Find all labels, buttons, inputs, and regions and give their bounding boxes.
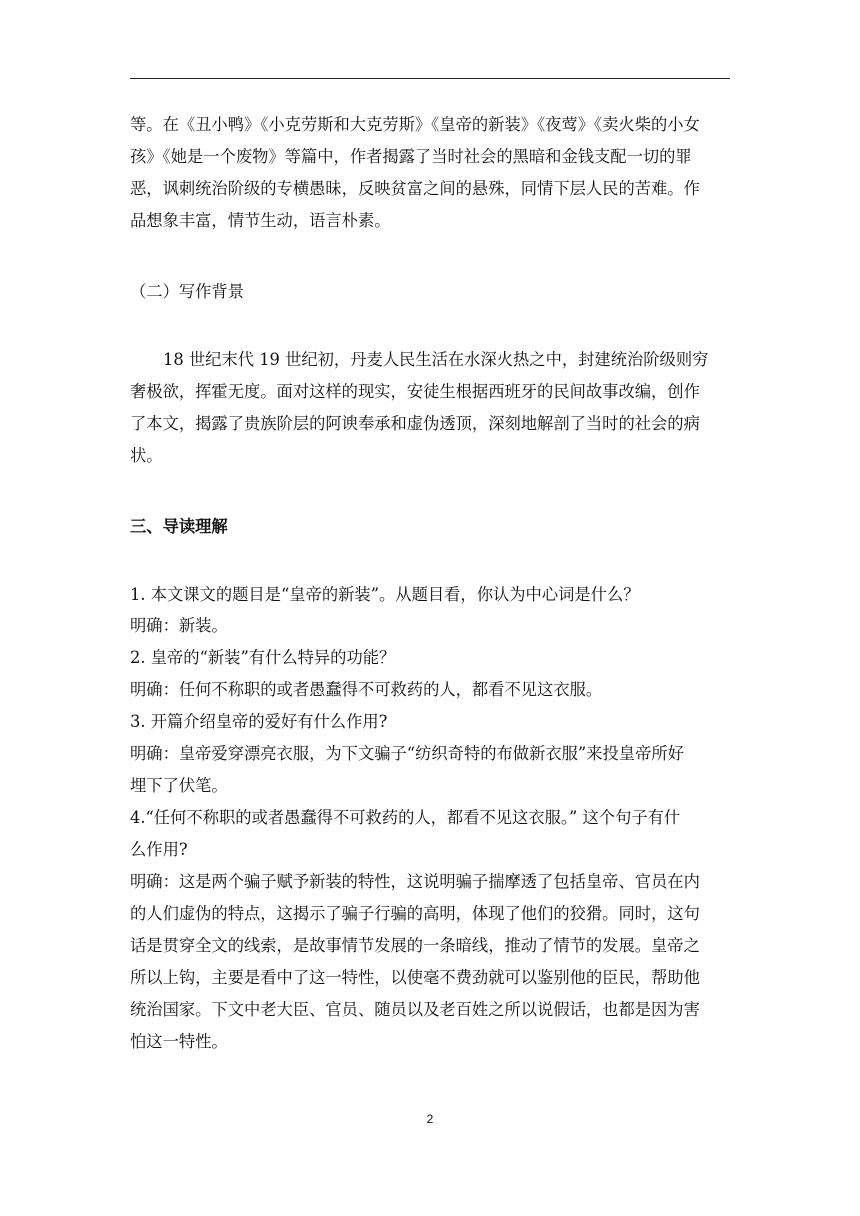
text-line: 等。在《丑小鸭》《小克劳斯和大克劳斯》《皇帝的新装》《夜莺》《卖火柴的小女 (130, 115, 700, 134)
section-heading-background: （二）写作背景 (130, 282, 244, 301)
question-line: 4.“任何不称职的或者愚蠢得不可救药的人，都看不见这衣服。” 这个句子有什 (130, 808, 681, 827)
question-line: 1. 本文课文的题目是“皇帝的新装”。从题目看，你认为中心词是什么？ (130, 585, 640, 604)
text-line: 恶，讽刺统治阶级的专横愚昧，反映贫富之间的悬殊，同情下层人民的苦难。作 (130, 179, 700, 198)
text-line: 品想象丰富，情节生动，语言朴素。 (130, 211, 391, 230)
answer-line: 所以上钩，主要是看中了这一特性，以使毫不费劲就可以鉴别他的臣民，帮助他 (130, 968, 700, 987)
answer-line: 统治国家。下文中老大臣、官员、随员以及老百姓之所以说假话，也都是因为害 (130, 1000, 700, 1019)
text-line: 奢极欲，挥霍无度。面对这样的现实，安徒生根据西班牙的民间故事改编，创作 (130, 382, 700, 401)
text-line: 了本文，揭露了贵族阶层的阿谀奉承和虚伪透顶，深刻地解剖了当时的社会的病 (130, 414, 700, 433)
answer-line: 的人们虚伪的特点，这揭示了骗子行骗的高明，体现了他们的狡猾。同时，这句 (130, 904, 700, 923)
answer-line: 明确：皇帝爱穿漂亮衣服，为下文骗子“纺织奇特的布做新衣服”来投皇帝所好 (130, 744, 684, 763)
text-line: 状。 (130, 446, 163, 465)
answer-line: 话是贯穿全文的线索，是故事情节发展的一条暗线，推动了情节的发展。皇帝之 (130, 936, 700, 955)
text-line: 18 世纪末代 19 世纪初，丹麦人民生活在水深火热之中，封建统治阶级则穷 (163, 350, 709, 369)
page-number: 2 (426, 1112, 434, 1126)
answer-line: 埋下了伏笔。 (130, 776, 228, 795)
text-line: 孩》《她是一个废物》等篇中，作者揭露了当时社会的黑暗和金钱支配一切的罪 (130, 147, 692, 166)
question-line: 么作用? (130, 840, 188, 859)
answer-line: 怕这一特性。 (130, 1032, 228, 1051)
question-line: 2. 皇帝的“新装”有什么特异的功能？ (130, 648, 396, 667)
answer-line: 明确：这是两个骗子赋予新装的特性，这说明骗子揣摩透了包括皇帝、官员在内 (130, 872, 700, 891)
answer-line: 明确：任何不称职的或者愚蠢得不可救药的人，都看不见这衣服。 (130, 680, 603, 699)
answer-line: 明确：新装。 (130, 616, 228, 635)
header-rule (130, 78, 730, 79)
question-line: 3. 开篇介绍皇帝的爱好有什么作用? (130, 712, 388, 731)
section-heading-guided-reading: 三、导读理解 (130, 517, 228, 536)
